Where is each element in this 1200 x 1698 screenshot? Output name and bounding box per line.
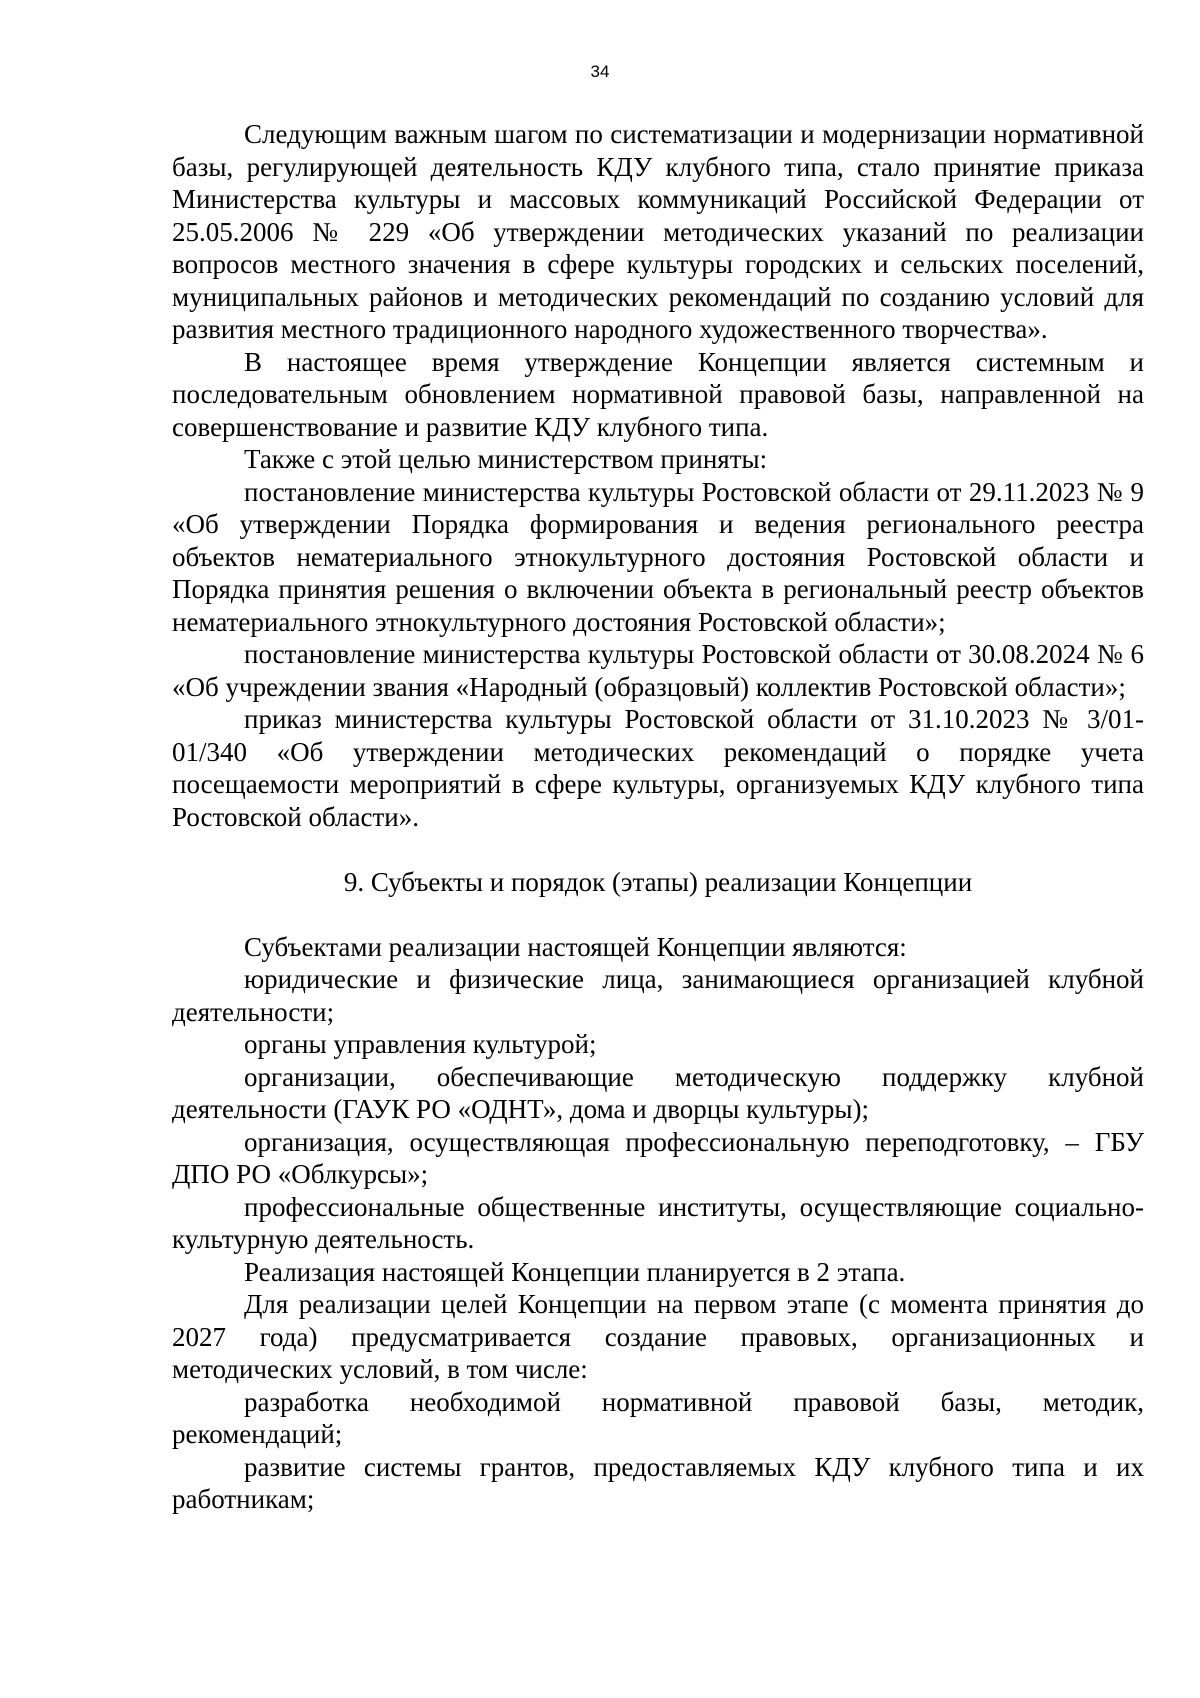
paragraph: Реализация настоящей Концепции планируется в 2 этапа. (244, 1256, 906, 1287)
list-item: постановление министерства культуры Ростовской области от 29.11.2023 № 9 «Об утверждении Порядка формирования и ведения регионального реестра объектов нематериального этнокультурного достояния Ростовской области и Порядка принятия решения о включении объекта в региональный реестр объектов нематериального этнокультурного достояния Ростовской области»; (172, 476, 1144, 637)
paragraph: Субъектами реализации настоящей Концепции являются: (244, 931, 907, 962)
paragraph: Для реализации целей Концепции на первом этапе (с момента принятия до 2027 года) предусматривается создание правовых, организационных и методических условий, в том числе: (172, 1289, 1144, 1384)
list-item: организация, осуществляющая профессиональную переподготовку, – ГБУ ДПО РО «Облкурсы»; (172, 1126, 1144, 1189)
list-item: органы управления культурой; (244, 1029, 597, 1059)
list-item: развитие системы грантов, предоставляемых КДУ клубного типа и их работникам; (172, 1451, 1144, 1514)
paragraph: В настоящее время утверждение Концепции является системным и последовательным обновлением нормативной правовой базы, направленной на совершенствование и развитие КДУ клубного типа. (172, 346, 1144, 442)
page-number: 34 (590, 62, 610, 81)
document-body (172, 118, 1144, 1516)
list-item: приказ министерства культуры Ростовской области от 31.10.2023 № 3/01-01/340 «Об утверждении методических рекомендаций о порядке учета посещаемости мероприятий в сфере культуры, организуемых КДУ клубного типа Ростовской области». (172, 704, 1144, 832)
list-item: профессиональные общественные институты, осуществляющие социально-культурную деятельность. (172, 1191, 1144, 1254)
paragraph: Следующим важным шагом по систематизации и модернизации нормативной базы, регулирующей деятельность КДУ клубного типа, стало принятие приказа Министерства культуры и массовых коммуникаций Российской Федерации от 25.05.2006 № 229 «Об утверждении методических указаний по реализации вопросов местного значения в сфере культуры городских и сельских поселений, муниципальных районов и методических рекомендаций по созданию условий для развития местного традиционного народного художественного творчества». (172, 119, 1144, 344)
list-item: организации, обеспечивающие методическую поддержку клубной деятельности (ГАУК РО «ОДНТ», дома и дворцы культуры); (172, 1061, 1144, 1124)
list-item: постановление министерства культуры Ростовской области от 30.08.2024 № 6 «Об учреждении звания «Народный (образцовый) коллектив Ростовской области»; (172, 639, 1144, 702)
list-item: юридические и физические лица, занимающиеся организацией клубной деятельности; (172, 964, 1144, 1027)
paragraph: Также с этой целью министерством приняты: (244, 444, 768, 474)
list-item: разработка необходимой нормативной правовой базы, методик, рекомендаций; (172, 1386, 1144, 1449)
section-heading: 9. Субъекты и порядок (этапы) реализации Концепции (343, 866, 973, 897)
